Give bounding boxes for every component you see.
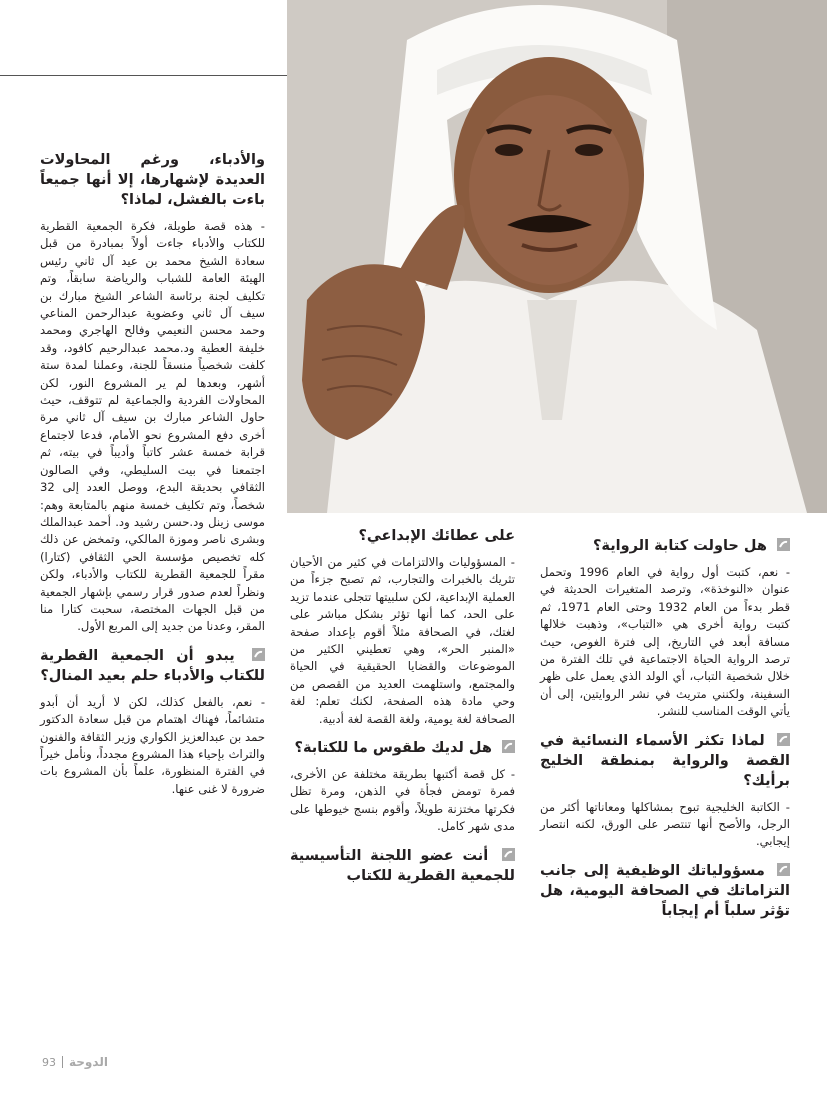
article-column-right bbox=[540, 526, 790, 929]
answer-paragraph: - كل قصة أكتبها بطريقة مختلفة عن الأخرى، فمرة تومض فجأة في الذهن، ومرة تظل فكرتها مختزنة طويلاً، وأقوم بنسج خيوطها على مدى شهر كامل. bbox=[290, 767, 515, 834]
top-left-rule bbox=[0, 75, 287, 76]
page-number: 93 bbox=[42, 1055, 56, 1069]
question-marker-icon bbox=[502, 740, 515, 753]
question-continuation: والأدباء، ورغم المحاولات العديدة لإشهارها، إلا أنها جميعاً باءت بالفشل، لماذا؟ bbox=[40, 152, 265, 208]
question-heading bbox=[40, 646, 265, 686]
question-text: يبدو أن الجمعية القطرية للكتاب والأدباء حلم بعيد المنال؟ bbox=[40, 647, 265, 684]
question-text: هل حاولت كتابة الرواية؟ bbox=[592, 538, 767, 554]
author-portrait-photo bbox=[287, 0, 827, 513]
answer-paragraph: - هذه قصة طويلة، فكرة الجمعية القطرية للكتاب والأدباء جاءت أولاً بمبادرة من قبل سعادة الشيخ محمد بن عيد آل ثاني رئيس الهيئة العامة للشباب والرياضة سابقاً، وتم تكليف لجنة برئاسة الشاعر الشيخ مبارك بن سيف آل ثاني وعضوية عبدالرحمن المناعي وحمد محسن النعيمي وفالح الهاجري ومحمد خليفة العطية ود.محمد عبدالرحيم كافود، وقد كلفت شخصياً منسقاً للجنة، وعملنا لمدة ستة أشهر، وبعدها لم ير المشروع النور، لكن المحاولات الفردية والجماعية لم تتوقف، حيث حاول الشاعر مبارك بن سيف آل ثاني مرة أخرى دفع المشروع نحو الأمام، فدعا لاجتماع قرابة خمسة عشر كاتباً وأديباً في بيته، ثم اجتمعنا في بيت السليطي، وفي الصالون الثقافي بحديقة البدع، ووصل العدد إلى 32 شخصاً، وتم تكليف خمسة منهم بالمتابعة وهم: موسى زينل ود.حسن رشيد ود. أحمد عبدالملك وبشرى ناصر وموزة المالكي، وتمخض عن ذلك كله تخصيص مؤسسة الحي الثقافي (كتارا) مقراً للجمعية القطرية للكتاب والأدباء، ولكن ونظراً لعدم صدور قرار رسمي بإشهار الجمعية من قبل الجهات المختصة، سحبت كتارا منا المقر، وعدنا من جديد إلى المربع الأول. bbox=[40, 219, 265, 634]
magazine-logo: الدوحة bbox=[69, 1055, 108, 1069]
question-marker-icon bbox=[777, 733, 790, 746]
article-column-left bbox=[40, 150, 265, 804]
question-text: مسؤولياتك الوظيفية إلى جانب التزاماتك في الصحافة اليومية، هل تؤثر سلباً أم إيجاباً bbox=[540, 862, 790, 919]
footer-divider bbox=[62, 1056, 63, 1068]
question-heading bbox=[540, 861, 790, 921]
question-heading bbox=[290, 846, 515, 886]
answer-paragraph: - نعم، بالفعل كذلك، لكن لا أريد أن أبدو متشائماً، فهناك اهتمام من قبل سعادة الدكتور حمد بن عبدالعزيز الكواري وزير الثقافة والفنون والتراث بإحياء هذا المشروع مجدداً، ونأمل خيراً في الفترة المنظورة، علماً بأن المشروع بات ضرورة لا غنى عنها. bbox=[40, 694, 265, 796]
question-marker-icon bbox=[777, 863, 790, 876]
article-column-middle bbox=[290, 526, 515, 894]
answer-paragraph: - الكاتبة الخليجية تبوح بمشاكلها ومعاناتها أكثر من الرجل، والأصح أنها تنتصر على الورق، لكنه انتصار إيجابي. bbox=[540, 799, 790, 849]
question-text: أنت عضو اللجنة التأسيسية للجمعية القطرية للكتاب bbox=[290, 847, 515, 884]
answer-paragraph: - نعم، كتبت أول رواية في العام 1996 وتحمل عنوان «النوخذة»، وترصد المتغيرات الحديثة في قطر بدءاً من العام 1932 وحتى العام 1971، ثم كتبت رواية أخرى هي «التباب»، وذهبت خلالها مسافة أبعد في التاريخ، إلى فترة الغوص، حيث ترصد الرواية الحياة الاجتماعية في تلك الفترة من خلال شخصية التباب، أي الولد الذي يعمل على ظهر السفينة، ولكنني متريث في نشر الروايتين، إلى أن يأتي الوقت المناسب للنشر. bbox=[540, 565, 790, 719]
question-heading bbox=[290, 738, 515, 758]
question-text: هل لديك طقوس ما للكتابة؟ bbox=[294, 740, 492, 757]
page-footer bbox=[42, 1055, 108, 1069]
question-marker-icon bbox=[777, 538, 790, 551]
question-text: لماذا تكثر الأسماء النسائية في القصة والرواية بمنطقة الخليج برأيك؟ bbox=[540, 732, 790, 789]
question-marker-icon bbox=[252, 648, 265, 661]
question-marker-icon bbox=[502, 848, 515, 861]
portrait-illustration bbox=[287, 0, 827, 513]
question-continuation: على عطائك الإبداعي؟ bbox=[358, 528, 515, 544]
answer-paragraph: - المسؤوليات والالتزامات في كثير من الأحيان تثريك بالخبرات والتجارب، ثم تصبح جزءاً من العملية الإبداعية، لكن سلبيتها تتجلى عندما تزيد على الحد، كما أنها تؤثر بشكل مباشر على لغتك، في الصحافة مثلاً أقوم بإعداد صفحة «المنبر الحر»، وهي تعطيني الكثير من الموضوعات والقضايا الحقيقية في الحياة والمجتمع، واستلهمت العديد من القصص من وحي مادة هذه الصفحة، لكنك تعلم: لغة الصحافة لغة يومية، ولغة القصة لغة أدبية. bbox=[290, 555, 515, 726]
question-heading bbox=[540, 731, 790, 791]
question-heading bbox=[540, 536, 790, 556]
